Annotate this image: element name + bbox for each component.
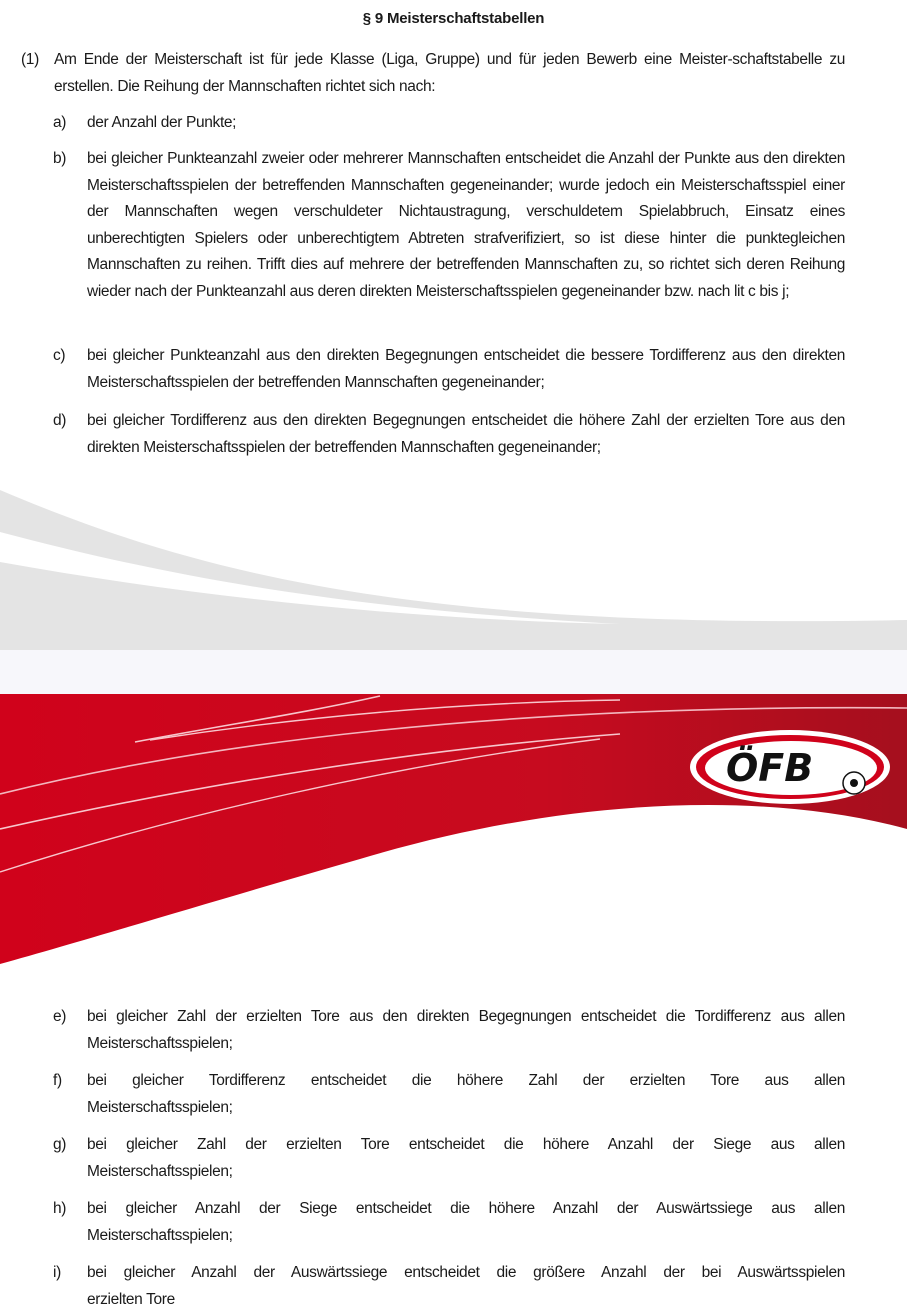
item-text [87, 1068, 845, 1121]
item-label: e) [53, 1008, 67, 1025]
document-page-upper [0, 0, 907, 650]
item-text [87, 1196, 845, 1249]
list-item-h [53, 1196, 845, 1249]
item-label: i) [53, 1264, 61, 1281]
list-item-d [53, 408, 845, 461]
item-text [87, 1260, 845, 1313]
item-text-line-2: Meisterschaftsspielen; [87, 1162, 233, 1180]
item-text: bei gleicher Tordifferenz aus den direkten Begegnungen entscheidet die höhere Zahl der erzielten Tore aus den direkten Meisterschaftsspielen der betreffenden Mannschaften gegeneinander; [87, 412, 845, 456]
item-label: b) [53, 150, 67, 167]
list-item-c [53, 343, 845, 396]
list-item-e [53, 1004, 845, 1057]
list-item-b [53, 146, 845, 305]
item-label: f) [53, 1072, 62, 1089]
list-item-g [53, 1132, 845, 1185]
item-label: g) [53, 1136, 67, 1153]
paragraph-1 [21, 47, 845, 100]
footer-swoosh-decoration [0, 480, 907, 650]
football-patch [850, 779, 858, 787]
item-text [87, 1132, 845, 1185]
list-item-a [53, 110, 845, 137]
item-text: bei gleicher Punkteanzahl aus den direkten Begegnungen entscheidet die bessere Tordifferenz aus den direkten Meisterschaftsspielen der betreffenden Mannschaften gegeneinander; [87, 347, 845, 391]
item-label: c) [53, 347, 66, 364]
item-label: a) [53, 114, 67, 131]
section-title: § 9 Meisterschaftstabellen [362, 10, 545, 27]
list-item-i [53, 1260, 845, 1313]
item-text-line-1: bei gleicher Anzahl der Auswärtssiege entscheidet die größere Anzahl der bei Auswärtsspielen [87, 1264, 845, 1281]
item-text-line-2: erzielten Tore [87, 1290, 175, 1308]
logo-text: ÖFB [726, 746, 814, 790]
item-text: bei gleicher Punkteanzahl zweier oder mehrerer Mannschaften entscheidet die Anzahl der Punkte aus den direkten Meisterschaftsspielen der betreffenden Mannschaften gegeneinander; wurde jedoch ein Meisterschaftsspiel einer der Mannschaften wegen verschuldeter Nichtaustragung, verschuldetem Spielabbruch, Einsatz eines unberechtigten Spielers oder unberechtigtem Abtreten strafverifiziert, so ist diese hinter die punktegleichen Mannschaften zu reihen. Trifft dies auf mehrere der betreffenden Mannschaften zu, so richtet sich deren Reihung wieder nach der Punkteanzahl aus deren direkten Meisterschaftsspielen gegeneinander bzw. nach lit c bis j; [87, 150, 845, 300]
oefb-logo [688, 728, 892, 806]
item-text-line-2: Meisterschaftsspielen; [87, 1226, 233, 1244]
item-text-line-2: Meisterschaftsspielen; [87, 1098, 233, 1116]
document-page-lower [0, 694, 907, 1308]
list-item-f [53, 1068, 845, 1121]
item-label: d) [53, 412, 67, 429]
item-text-line-1: bei gleicher Anzahl der Siege entscheidet die höhere Anzahl der Auswärtssiege aus allen [87, 1200, 845, 1217]
item-text-line-1: bei gleicher Zahl der erzielten Tore entscheidet die höhere Anzahl der Siege aus allen [87, 1136, 845, 1153]
paragraph-number: (1) [21, 51, 39, 68]
item-text: bei gleicher Zahl der erzielten Tore aus den direkten Begegnungen entscheidet die Tordifferenz aus allen Meisterschaftsspielen; [87, 1008, 845, 1052]
item-text: der Anzahl der Punkte; [87, 114, 237, 131]
item-label: h) [53, 1200, 67, 1217]
page-gap [0, 650, 907, 694]
item-text-line-1: bei gleicher Tordifferenz entscheidet die höhere Zahl der erzielten Tore aus allen [87, 1072, 845, 1089]
paragraph-text: Am Ende der Meisterschaft ist für jede Klasse (Liga, Gruppe) und für jeden Bewerb eine Meister-schaftstabelle zu erstellen. Die Reihung der Mannschaften richtet sich nach: [54, 51, 845, 95]
